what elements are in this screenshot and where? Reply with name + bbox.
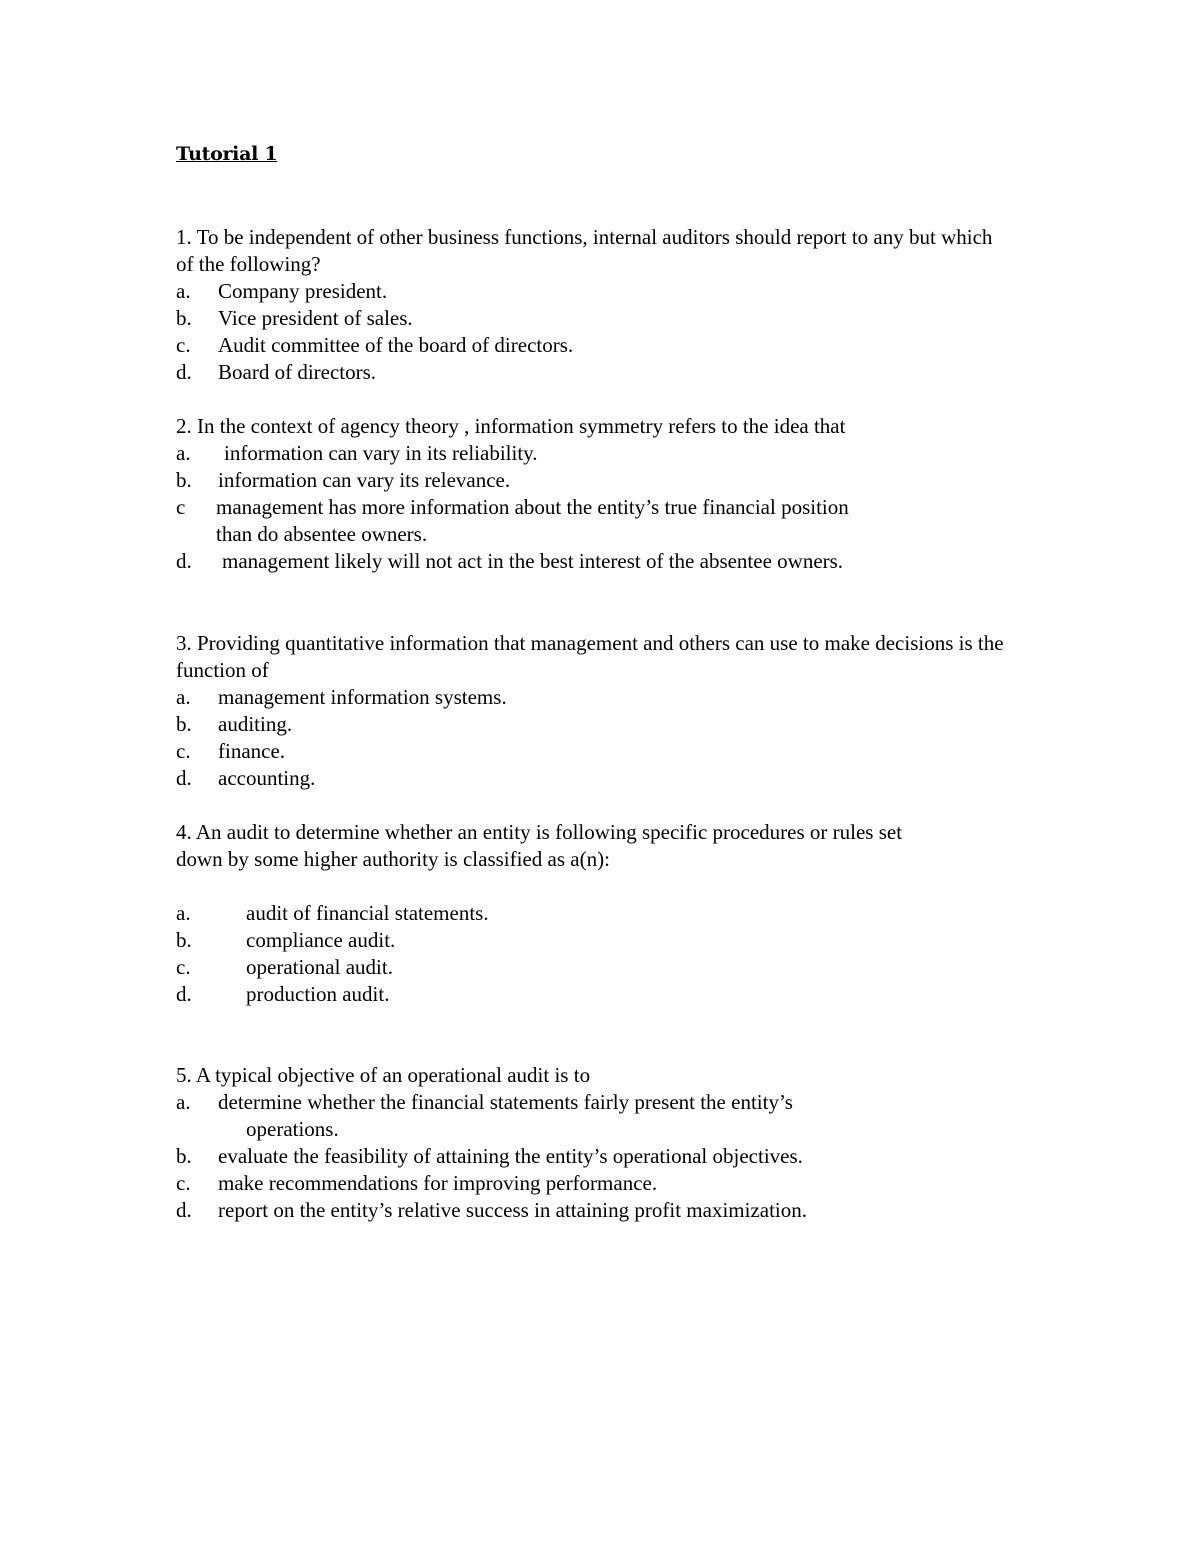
option-label: b.: [176, 468, 192, 492]
option-text: report on the entity’s relative success in attaining profit maximization.: [218, 1198, 808, 1222]
option-text: evaluate the feasibility of attaining the entity’s operational objectives.: [218, 1144, 803, 1168]
option-label: d.: [176, 549, 192, 573]
option-label: a.: [176, 901, 191, 925]
question-5-stem-line-1: 5. A typical objective of an operational audit is to: [176, 1063, 591, 1087]
option-text: make recommendations for improving performance.: [218, 1171, 658, 1195]
option-text: Company president.: [218, 279, 388, 303]
option-text: Vice president of sales.: [218, 306, 413, 330]
option-text: management has more information about the entity’s true financial position: [216, 495, 849, 519]
question-2-stem-line-1: 2. In the context of agency theory , information symmetry refers to the idea that: [176, 414, 846, 438]
option-text: auditing.: [218, 712, 293, 736]
page-title: Tutorial 1: [176, 143, 278, 165]
option-label: d.: [176, 360, 192, 384]
option-text: determine whether the financial statements fairly present the entity’s: [218, 1090, 793, 1114]
option-text: Audit committee of the board of directors.: [218, 333, 574, 357]
question-4-stem-line-2: down by some higher authority is classified as a(n):: [176, 847, 610, 871]
question-3-stem-line-2: function of: [176, 658, 269, 682]
question-1-stem-line-1: 1. To be independent of other business functions, internal auditors should report to any but which: [176, 225, 993, 249]
option-label: c.: [176, 955, 191, 979]
question-4-stem-line-1: 4. An audit to determine whether an entity is following specific procedures or rules set: [176, 820, 903, 844]
option-text: finance.: [218, 739, 286, 763]
option-label: a.: [176, 685, 191, 709]
option-label: a.: [176, 441, 191, 465]
option-label: c.: [176, 1171, 191, 1195]
question-1-stem-line-2: of the following?: [176, 252, 321, 276]
option-label: d.: [176, 1198, 192, 1222]
option-text: information can vary in its reliability.: [224, 441, 538, 465]
option-text: production audit.: [246, 982, 390, 1006]
option-text: management likely will not act in the best interest of the absentee owners.: [222, 549, 844, 573]
option-text: accounting.: [218, 766, 316, 790]
option-label: b.: [176, 306, 192, 330]
option-text: information can vary its relevance.: [218, 468, 511, 492]
option-text: compliance audit.: [246, 928, 396, 952]
option-label: c.: [176, 333, 191, 357]
option-text-continued: operations.: [246, 1117, 339, 1141]
option-label: b.: [176, 712, 192, 736]
option-text: Board of directors.: [218, 360, 377, 384]
option-label: b.: [176, 1144, 192, 1168]
option-text-continued: than do absentee owners.: [216, 522, 428, 546]
option-label: a.: [176, 1090, 191, 1114]
question-3-stem-line-1: 3. Providing quantitative information that management and others can use to make decisions is the: [176, 631, 1004, 655]
option-label: a.: [176, 279, 191, 303]
option-label: c: [176, 495, 186, 519]
option-text: operational audit.: [246, 955, 393, 979]
option-label: b.: [176, 928, 192, 952]
option-label: c.: [176, 739, 191, 763]
option-label: d.: [176, 766, 192, 790]
option-text: management information systems.: [218, 685, 507, 709]
option-label: d.: [176, 982, 192, 1006]
option-text: audit of financial statements.: [246, 901, 489, 925]
